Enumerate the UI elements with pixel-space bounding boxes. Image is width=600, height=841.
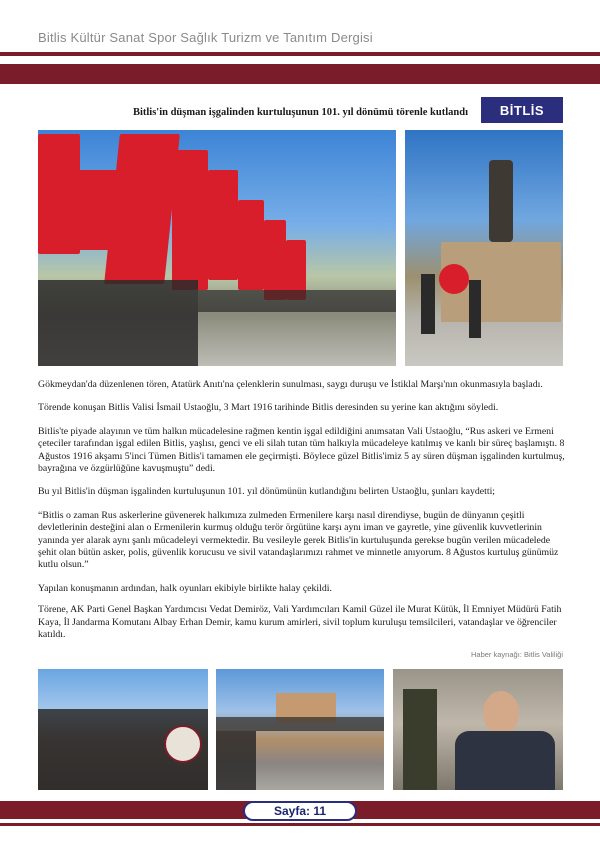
paragraph: Törene, AK Parti Genel Başkan Yardımcısı Vedat Demiröz, Vali Yardımcıları Kamil Güzel ile Murat Kütük, İl Emniyet Müdürü Fatih Kaya, İl Jandarma Komutanı Albay Erhan Demir, kamu kurum amirleri, sivil toplum kuruluşu temsilcileri, vatandaşlar ve öğrenciler katıldı.	[38, 604, 562, 641]
photo-square-crowd	[216, 669, 384, 790]
magazine-title: Bitlis Kültür Sanat Spor Sağlık Turizm ve Tanıtım Dergisi	[38, 30, 373, 45]
article-body	[38, 379, 566, 653]
photo-folk-dancers	[38, 669, 208, 790]
page-number: Sayfa: 11	[243, 801, 357, 821]
section-badge: BİTLİS	[481, 97, 563, 123]
photo-speaker	[393, 669, 563, 790]
article-headline: Bitlis'in düşman işgalinden kurtuluşunun 101. yıl dönümü törenle kutlandı	[132, 107, 468, 118]
news-source: Haber kaynağı: Bitlis Valiliği	[471, 650, 563, 659]
paragraph: Bu yıl Bitlis'in düşman işgalinden kurtuluşunun 101. yıl dönümünün kutlandığını belirten Ustaoğlu, şunları kaydetti;	[38, 486, 496, 498]
paragraph: Bitlis'te piyade alayının ve tüm halkın mücadelesine rağmen kentin işgal edildiğini anımsatan Vali Ustaoğlu, “Rus askeri ve Ermeni çeteciler tarafından işgal edilen Bitlis, yaşlısı, genci ve eli silah tutan tüm halkıyla mücadeleye katılmış ve kanlı bir süreç başlamıştı. 8 Ağustos 1916 akşamı 5'inci Tümen Bitlis'i tamamen ele geçirmişti. Böylece güzel Bitlis'imiz 5 ay süren düşman işgalinden kurtulmuş, bayrağına ve özgürlüğüne kavuşmuştu” dedi.	[38, 425, 565, 475]
paragraph: Yapılan konuşmanın ardından, halk oyunları ekibiyle birlikte halay çekildi.	[38, 582, 332, 594]
photo-ataturk-monument	[405, 130, 563, 366]
photo-flag-ceremony	[38, 130, 396, 366]
header-divider	[0, 52, 600, 56]
paragraph: Törende konuşan Bitlis Valisi İsmail Ustaoğlu, 3 Mart 1916 tarihinde Bitlis deresinden su yerine kan aktığını söyledi.	[38, 402, 499, 414]
paragraph: “Bitlis o zaman Rus askerlerine güvenerek halkımıza zulmeden Ermenilere karşı nasıl direndiyse, bugün de dünyanın çeşitli devletlerinin desteğini alan o Ermenilerin kurmuş olduğu terör örgütüne karşı aynı iman ve gayretle, yine güvenlik kuvvetlerinin yanında yer alarak aynı şanlı mücadeleyi vermektedir. Bu vesileyle gerek Bitlis'in kurtuluşunda gerekse bugün verilen mücadelede şehit olan bütün asker, polis, güvenlik korucusu ve sivil vatandaşlarımızı rahmet ve minnetle anıyorum. 8 Ağustos kurtuluş günümüz kutlu olsun.”	[38, 509, 559, 571]
header-band	[0, 64, 600, 84]
footer-divider	[0, 823, 600, 826]
paragraph: Gökmeydan'da düzenlenen tören, Atatürk Anıtı'na çelenklerin sunulması, saygı duruşu ve İstiklal Marşı'nın okunmasıyla başladı.	[38, 379, 543, 390]
